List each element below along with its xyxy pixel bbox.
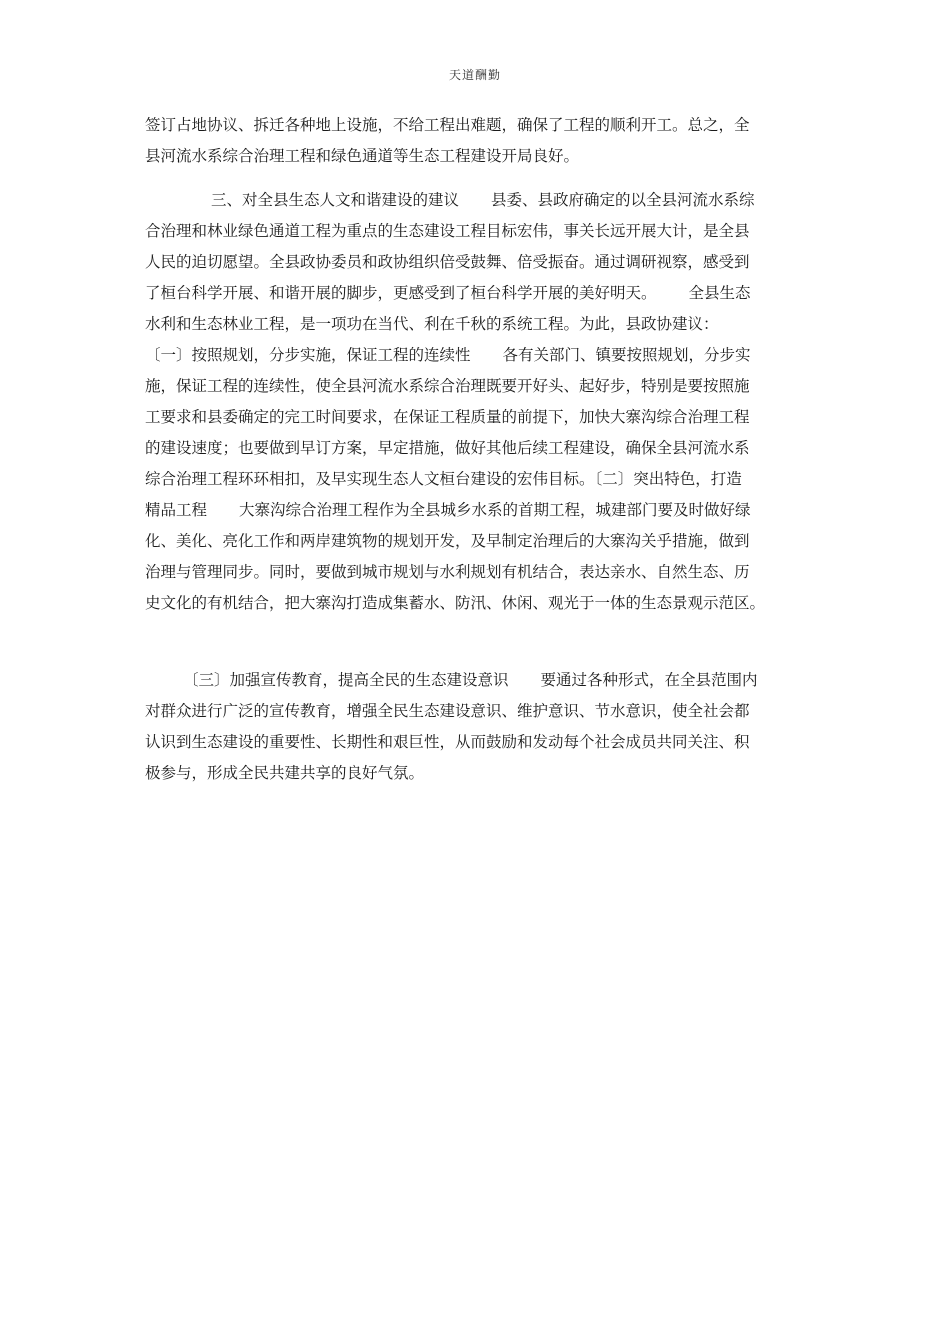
page-header: 天道酬勤 xyxy=(448,68,501,82)
text-fragment: 全县生态 xyxy=(688,284,751,302)
paragraph-1 xyxy=(145,110,805,172)
text-line xyxy=(145,278,805,309)
text-fragment: 了桓台科学开展、和谐开展的脚步，更感受到了桓台科学开展的美好明天。 xyxy=(145,284,657,302)
text-line xyxy=(145,665,805,696)
text-line: 县河流水系综合治理工程和绿色通道等生态工程建设开局良好。 xyxy=(145,147,580,165)
text-line: 合治理和林业绿色通道工程为重点的生态建设工程目标宏伟，事关长远开展大计，是全县 xyxy=(145,222,750,240)
text-fragment: 要通过各种形式，在全县范围内 xyxy=(540,671,758,689)
paragraph-2 xyxy=(145,185,805,619)
text-line: 化、美化、亮化工作和两岸建筑物的规划开发，及早制定治理后的大寨沟关乎措施，做到 xyxy=(145,532,750,550)
text-line: 人民的迫切愿望。全县政协委员和政协组织倍受鼓舞、倍受振奋。通过调研视察，感受到 xyxy=(145,253,750,271)
text-line: 对群众进行广泛的宣传教育，增强全民生态建设意识、维护意识、节水意识，使全社会都 xyxy=(145,702,750,720)
text-fragment: 县委、县政府确定的以全县河流水系综 xyxy=(491,191,755,209)
text-line: 综合治理工程环环相扣，及早实现生态人文桓台建设的宏伟目标。〔二〕突出特色，打造 xyxy=(145,470,742,488)
text-fragment: 大寨沟综合治理工程作为全县城乡水系的首期工程，城建部门要及时做好绿 xyxy=(239,501,751,519)
paragraph-3 xyxy=(145,665,805,789)
text-line xyxy=(145,340,805,371)
text-line: 极参与，形成全民共建共享的良好气氛。 xyxy=(145,764,425,782)
text-line: 史文化的有机结合，把大寨沟打造成集蓄水、防汛、休闲、观光于一体的生态景观示范区。 xyxy=(145,594,766,612)
text-line: 水利和生态林业工程，是一项功在当代、利在千秋的系统工程。为此，县政协建议： xyxy=(145,315,719,333)
section-heading-3: 三、对全县生态人文和谐建设的建议 xyxy=(211,191,460,209)
text-line: 签订占地协议、拆迁各种地上设施，不给工程出难题，确保了工程的顺利开工。总之，全 xyxy=(145,116,750,134)
text-line: 工要求和县委确定的完工时间要求，在保证工程质量的前提下，加快大寨沟综合治理工程 xyxy=(145,408,750,426)
text-line: 认识到生态建设的重要性、长期性和艰巨性，从而鼓励和发动每个社会成员共同关注、积 xyxy=(145,733,750,751)
subheading-1: 〔一〕按照规划，分步实施，保证工程的连续性 xyxy=(145,346,471,364)
text-fragment: 各有关部门、镇要按照规划，分步实 xyxy=(502,346,751,364)
subheading-3: 〔三〕加强宣传教育，提高全民的生态建设意识 xyxy=(183,671,509,689)
text-line: 的建设速度；也要做到早订方案，早定措施，做好其他后续工程建设，确保全县河流水系 xyxy=(145,439,750,457)
text-line: 施，保证工程的连续性，使全县河流水系综合治理既要开好头、起好步，特别是要按照施 xyxy=(145,377,750,395)
subheading-2: 精品工程 xyxy=(145,501,208,519)
text-line: 治理与管理同步。同时，要做到城市规划与水利规划有机结合，表达亲水、自然生态、历 xyxy=(145,563,750,581)
text-line xyxy=(145,185,805,216)
text-line xyxy=(145,495,805,526)
